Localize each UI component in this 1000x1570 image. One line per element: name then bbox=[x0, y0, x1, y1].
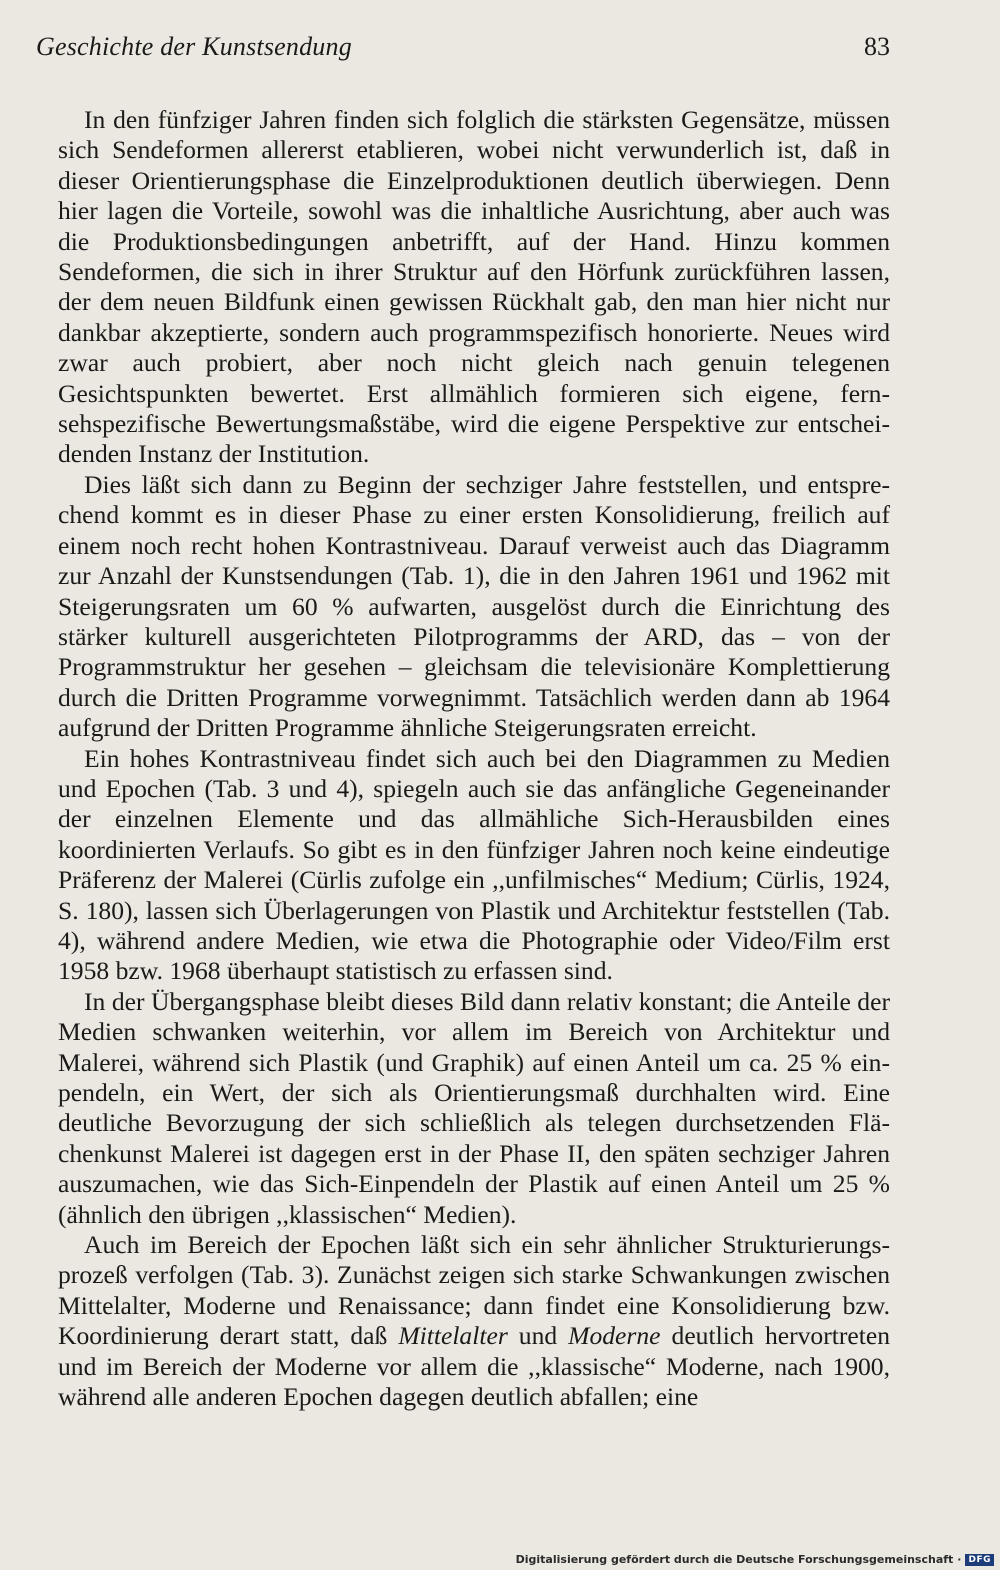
paragraph-3: Ein hohes Kontrastniveau findet sich auch bei den Diagrammen zu Medien und Epochen (Tab. 3 und 4), spiegeln auch sie das anfängliche Gegeneinander der einzelnen Elemente und das allmähliche Sich-Herausbilden eines koordinierten Verlaufs. So gibt es in den fünfziger Jahren noch keine eindeutige Präferenz der Malerei (Cürlis zufolge ein ,,unfilmisches“ Medium; Cürlis, 1924, S. 180), lassen sich Überlagerungen von Plastik und Architektur feststellen (Tab. 4), während andere Medien, wie etwa die Photographie oder Video/Film erst 1958 bzw. 1968 überhaupt statistisch zu erfassen sind. bbox=[58, 743, 890, 986]
running-title: Geschichte der Kunstsendung bbox=[36, 32, 352, 61]
credit-text: Digitalisierung gefördert durch die Deutsche Forschungsgemeinschaft bbox=[515, 1553, 954, 1566]
paragraph-5-text-a: Auch im Bereich der Epochen läßt sich ein sehr ähnlicher Strukturierungsprozeß verfolgen (Tab. 3). Zunächst zeigen sich starke Schwankungen zwischen Mittelalter, Moderne und Renaissance; dann findet eine Konsolidierung bzw. Koordinierung derart statt, daß bbox=[58, 1230, 890, 1351]
digitization-credit bbox=[516, 1553, 994, 1566]
paragraph-2: Dies läßt sich dann zu Beginn der sechziger Jahre feststellen, und entsprechend kommt es in dieser Phase zu einer ersten Konsolidierung, freilich auf einem noch recht hohen Kontrastniveau. Darauf verweist auch das Diagramm zur Anzahl der Kunstsendungen (Tab. 1), die in den Jahren 1961 und 1962 mit Steigerungsraten um 60 % aufwarten, ausgelöst durch die Einrichtung des stärker kulturell ausgerichteten Pilotprogramms der ARD, das – von der Programmstruktur her gesehen – gleichsam die televisionäre Komplettierung durch die Dritten Programme vorwegnimmt. Tatsächlich werden dann ab 1964 aufgrund der Dritten Programme ähnliche Steigerungsraten erreicht. bbox=[58, 469, 890, 743]
running-head bbox=[36, 32, 890, 66]
paragraph-4: In der Übergangsphase bleibt dieses Bild dann relativ konstant; die Anteile der Medien schwanken weiterhin, vor allem im Bereich von Architektur und Malerei, während sich Plastik (und Graphik) auf einen Anteil um ca. 25 % einpendeln, ein Wert, der sich als Orientierungsmaß durchhalten wird. Eine deutliche Bevorzugung der sich schließlich als telegen durchsetzenden Flächenkunst Malerei ist dagegen erst in der Phase II, den späten sechziger Jahren auszumachen, wie das Sich-Einpendeln der Plastik auf einen Anteil um 25 % (ähnlich den übrigen ,,klassischen“ Medien). bbox=[58, 986, 890, 1229]
dfg-logo-icon: DFG bbox=[965, 1554, 994, 1566]
paragraph-5-text-b: und bbox=[507, 1321, 569, 1351]
body-text bbox=[58, 105, 890, 1412]
emphasis-moderne: Moderne bbox=[568, 1321, 661, 1351]
page-number: 83 bbox=[864, 32, 890, 61]
credit-separator: · bbox=[957, 1553, 962, 1566]
paragraph-5-text-c: deutlich hervortreten und im Bereich der Moderne vor allem die ,,klassische“ Moderne, nach 1900, während alle anderen Epochen dagegen deutlich abfallen; eine bbox=[58, 1321, 890, 1412]
paragraph-1: In den fünfziger Jahren finden sich folglich die stärksten Gegensätze, müssen sich Sendeformen allererst etablieren, wobei nicht verwunderlich ist, daß in dieser Orientierungsphase die Einzelproduktionen deutlich überwiegen. Denn hier lagen die Vorteile, sowohl was die inhaltliche Ausrichtung, aber auch was die Produktionsbedingungen anbetrifft, auf der Hand. Hinzu kommen Sendeformen, die sich in ihrer Struktur auf den Hörfunk zurückführen lassen, der dem neuen Bildfunk einen gewissen Rückhalt gab, den man hier nicht nur dankbar akzeptierte, sondern auch programmspezifisch honorierte. Neues wird zwar auch probiert, aber noch nicht gleich nach genuin telegenen Gesichtspunkten bewertet. Erst allmählich formieren sich eigene, fernsehspezifische Bewertungsmaßstäbe, wird die eigene Perspektive zur entscheidenden Instanz der Institution. bbox=[58, 105, 890, 469]
emphasis-mittelalter: Mittelalter bbox=[398, 1321, 508, 1351]
paragraph-5 bbox=[58, 1230, 890, 1412]
